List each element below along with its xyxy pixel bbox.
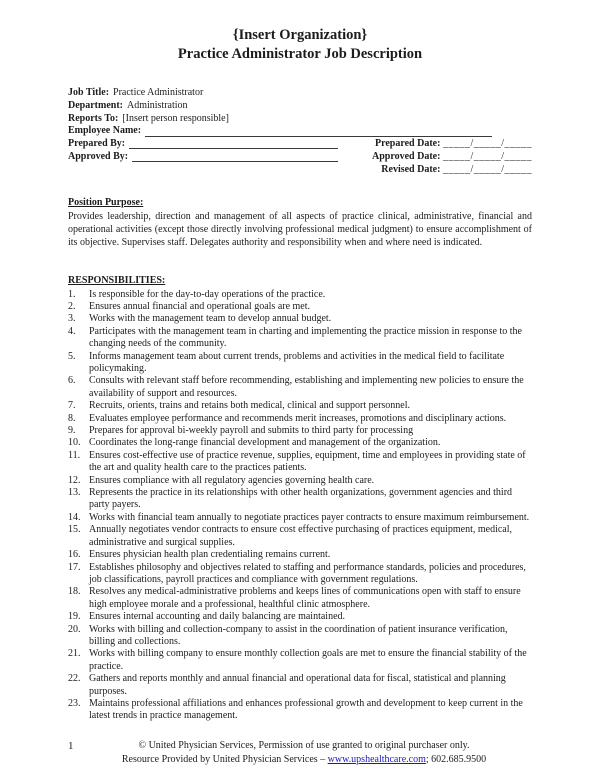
header-fields bbox=[68, 87, 532, 177]
responsibility-item: Gathers and reports monthly and annual financial and operational data for fiscal, statistical and planning purposes. bbox=[89, 673, 506, 697]
responsibility-item: Maintains professional affiliations and enhances professional growth and development to keep current in the latest trends in practice management. bbox=[89, 697, 523, 722]
field-prepared-by bbox=[68, 138, 338, 151]
responsibility-item: Works with the management team to develop annual budget. bbox=[89, 313, 332, 325]
resource-text-prefix: Resource Provided by United Physician Services – bbox=[121, 753, 328, 765]
field-department bbox=[68, 100, 532, 113]
field-reports-to bbox=[68, 113, 532, 126]
responsibility-item: Recruits, orients, trains and retains both medical, clinical and support personnel. bbox=[89, 400, 411, 412]
page-number: 1 bbox=[68, 740, 74, 752]
responsibility-item: Works with billing company to ensure monthly collection goals are met to ensure the financial stability of the practice. bbox=[89, 648, 527, 672]
reports-to-value: [Insert person responsible] bbox=[122, 112, 229, 124]
copyright-line bbox=[68, 739, 540, 766]
responsibility-item: Prepares for approval bi-weekly payroll and submits to third party for processing bbox=[89, 425, 414, 437]
revised-date-blank: _____/_____/_____ bbox=[442, 163, 532, 175]
department-label: Department: bbox=[68, 99, 123, 111]
responsibility-item: Coordinates the long-range financial development and management of the organization. bbox=[89, 437, 441, 449]
responsibility-item: Ensures compliance with all regulatory agencies governing health care. bbox=[89, 474, 375, 486]
field-row-prepared bbox=[68, 138, 532, 151]
title-line-job-description: Practice Administrator Job Description bbox=[177, 46, 423, 62]
resource-text-suffix: ; 602.685.9500 bbox=[425, 753, 487, 765]
responsibilities-section bbox=[68, 274, 532, 723]
reports-to-label: Reports To: bbox=[68, 112, 119, 124]
position-purpose-heading: Position Purpose: bbox=[68, 196, 144, 208]
field-prepared-date bbox=[338, 138, 532, 151]
field-row-revised bbox=[68, 164, 532, 177]
approved-date-label: Approved Date: bbox=[372, 150, 441, 162]
responsibility-item: Works with billing and collection-company to assist in the coordination of patient insurance verification, billing and collections. bbox=[89, 623, 508, 647]
website-link[interactable]: www.upshealthcare.com bbox=[327, 753, 426, 765]
responsibility-item: Is responsible for the day-to-day operations of the practice. bbox=[89, 288, 326, 300]
approved-by-blank-line bbox=[132, 151, 338, 162]
page-footer bbox=[0, 739, 600, 766]
responsibility-item: Ensures internal accounting and daily balancing are maintained. bbox=[89, 611, 346, 623]
resource-line bbox=[68, 753, 540, 767]
responsibility-item: Works with financial team annually to negotiate practices payer contracts to ensure maximum reimbursement. bbox=[89, 511, 530, 523]
employee-name-blank-line bbox=[145, 126, 492, 137]
department-value: Administration bbox=[126, 99, 188, 111]
responsibility-item: Consults with relevant staff before recommending, establishing and implementing new policies to ensure the availability of support and resources. bbox=[89, 375, 524, 399]
field-approved-date bbox=[338, 151, 532, 164]
responsibility-item: Establishes philosophy and objectives related to staffing and performance standards, policies and procedures, job classifications, payroll practices and compliance with government regulations. bbox=[89, 561, 526, 585]
field-employee-name bbox=[68, 125, 532, 138]
employee-name-label: Employee Name: bbox=[68, 125, 142, 137]
position-purpose-body: Provides leadership, direction and management of all aspects of practice clinical, administrative, financial and operational activities (except those directly involving professional medical judgment) to ensure accomplishment of its objective. Supervises staff. Delegates authority and responsibility when and where need is indicated. bbox=[68, 210, 532, 248]
responsibility-item: Evaluates employee performance and recommends merit increases, promotions and disciplinary actions. bbox=[89, 412, 507, 424]
responsibility-item: Informs management team about current trends, problems and activities in the medical field to facilitate policymaking. bbox=[89, 350, 505, 375]
responsibility-item: Represents the practice in its relationships with other health organizations, government agencies and third party payers. bbox=[89, 487, 513, 511]
field-revised-date bbox=[338, 164, 532, 177]
responsibility-item: Annually negotiates vendor contracts to ensure cost effective purchasing of practices equipment, medical, administrative and surgical supplies. bbox=[89, 524, 512, 548]
field-job-title bbox=[68, 87, 532, 100]
job-title-label: Job Title: bbox=[68, 87, 110, 98]
prepared-by-label: Prepared By: bbox=[68, 138, 126, 150]
revised-date-label: Revised Date: bbox=[381, 163, 441, 175]
approved-date-blank: _____/_____/_____ bbox=[442, 150, 532, 162]
document-title bbox=[68, 26, 532, 64]
responsibilities-heading: RESPONSIBILITIES: bbox=[68, 274, 166, 286]
title-line-organization: {Insert Organization} bbox=[232, 27, 368, 43]
field-row-approved bbox=[68, 151, 532, 164]
responsibility-item: Ensures cost-effective use of practice revenue, supplies, equipment, time and employees in providing state of the art and quality health care to the practices patients. bbox=[89, 449, 526, 474]
responsibility-item: Participates with the management team in charting and implementing the practice mission in response to the changing needs of the community. bbox=[89, 325, 522, 350]
responsibility-item: Ensures physician health plan credentialing remains current. bbox=[89, 549, 331, 561]
field-approved-by bbox=[68, 151, 338, 164]
approved-by-label: Approved By: bbox=[68, 150, 129, 162]
job-title-value: Practice Administrator bbox=[113, 87, 204, 98]
responsibilities-list bbox=[68, 289, 532, 723]
prepared-date-blank: _____/_____/_____ bbox=[442, 138, 532, 150]
position-purpose-section bbox=[68, 196, 532, 249]
copyright-text: © United Physician Services, Permission of use granted to original purchaser only. bbox=[138, 740, 470, 751]
prepared-date-label: Prepared Date: bbox=[374, 138, 441, 150]
prepared-by-blank-line bbox=[129, 138, 338, 149]
responsibility-item: Resolves any medical-administrative problems and keeps lines of communications open with staff to ensure high employee morale and a professional, healthful clinic atmosphere. bbox=[89, 586, 521, 610]
responsibility-item: Ensures annual financial and operational goals are met. bbox=[89, 300, 311, 312]
